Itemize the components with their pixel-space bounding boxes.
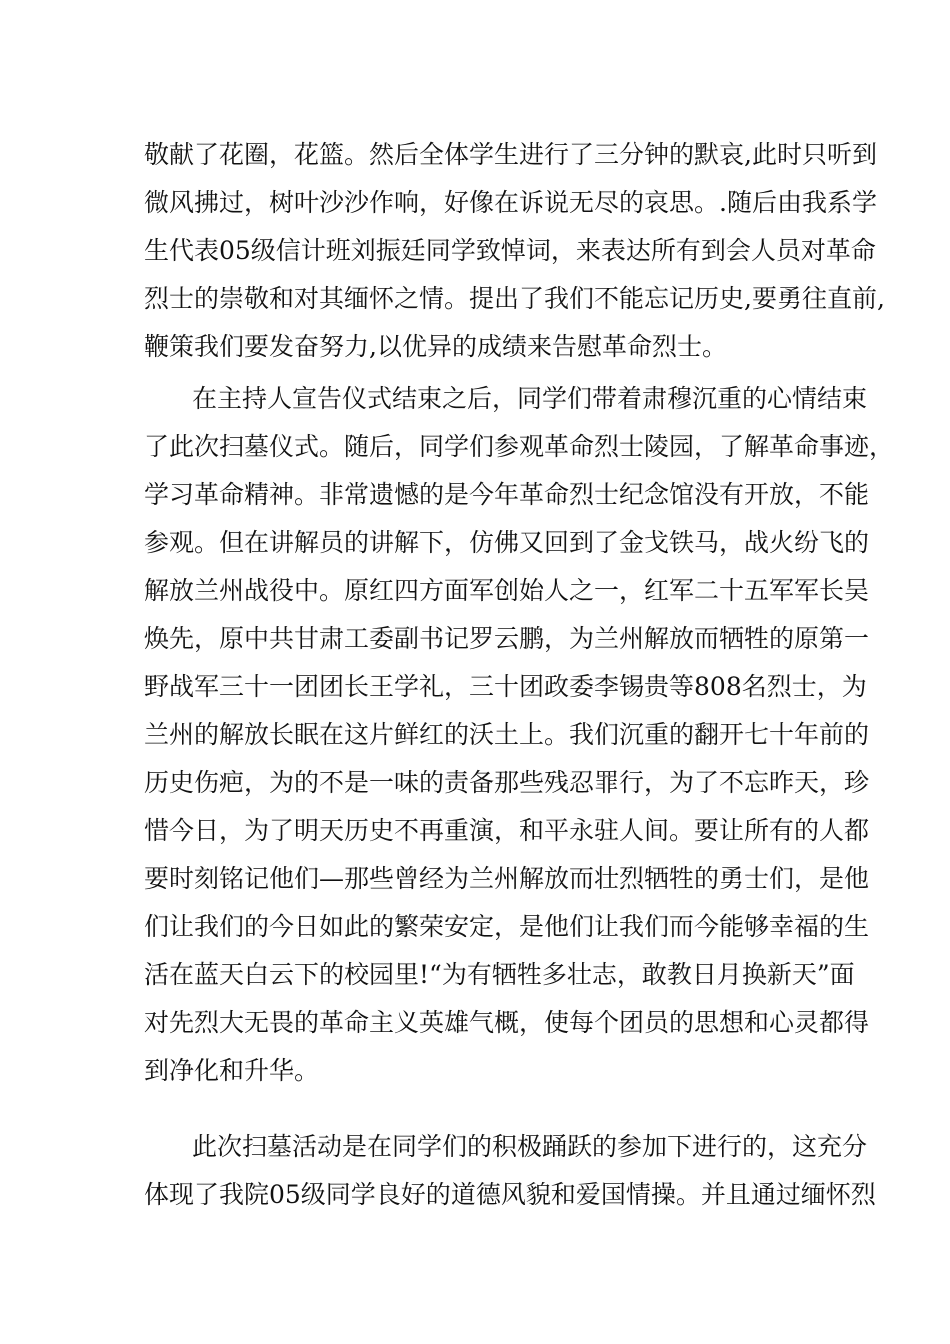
text-line: 体现了我院05级同学良好的道德风貌和爱国情操。并且通过缅怀烈: [144, 1180, 876, 1209]
text-line: 微风拂过，树叶沙沙作响，好像在诉说无尽的哀思。.随后由我系学: [144, 188, 877, 217]
text-line: 敬献了花圈，花篮。然后全体学生进行了三分钟的默哀,此时只听到: [144, 140, 877, 169]
text-line: 烈士的崇敬和对其缅怀之情。提出了我们不能忘记历史,要勇往直前,: [144, 284, 885, 313]
text-line: 历史伤疤，为的不是一味的责备那些残忍罪行，为了不忘昨天，珍: [144, 768, 870, 797]
text-line: 学习革命精神。非常遗憾的是今年革命烈士纪念馆没有开放，不能: [144, 480, 870, 509]
text-line: 生代表05级信计班刘振廷同学致悼词，来表达所有到会人员对革命: [144, 236, 876, 265]
text-line: 惜今日，为了明天历史不再重演，和平永驻人间。要让所有的人都: [144, 816, 870, 845]
text-line: 解放兰州战役中。原红四方面军创始人之一，红军二十五军军长吴: [144, 576, 870, 605]
text-line: 此次扫墓活动是在同学们的积极踊跃的参加下进行的，这充分: [192, 1132, 868, 1161]
text-line: 到净化和升华。: [144, 1056, 320, 1085]
text-line: 在主持人宣告仪式结束之后，同学们带着肃穆沉重的心情结束: [192, 384, 868, 413]
text-line: 要时刻铭记他们—那些曾经为兰州解放而壮烈牺牲的勇士们，是他: [144, 864, 870, 893]
text-line: 参观。但在讲解员的讲解下，仿佛又回到了金戈铁马，战火纷飞的: [144, 528, 870, 557]
text-line: 对先烈大无畏的革命主义英雄气概，使每个团员的思想和心灵都得: [144, 1008, 870, 1037]
text-line: 了此次扫墓仪式。随后，同学们参观革命烈士陵园，了解革命事迹，: [144, 432, 895, 461]
text-line: 们让我们的今日如此的繁荣安定，是他们让我们而今能够幸福的生: [144, 912, 870, 941]
text-line: 鞭策我们要发奋努力,以优异的成绩来告慰革命烈士。: [144, 332, 727, 361]
text-line: 兰州的解放长眠在这片鲜红的沃土上。我们沉重的翻开七十年前的: [144, 720, 870, 749]
text-line: 活在蓝天白云下的校园里!“为有牺牲多壮志，敢教日月换新天”面: [144, 960, 855, 989]
text-line: 焕先，原中共甘肃工委副书记罗云鹏，为兰州解放而牺牲的原第一: [144, 624, 870, 653]
text-line: 野战军三十一团团长王学礼，三十团政委李锡贵等808名烈士，为: [144, 672, 867, 701]
